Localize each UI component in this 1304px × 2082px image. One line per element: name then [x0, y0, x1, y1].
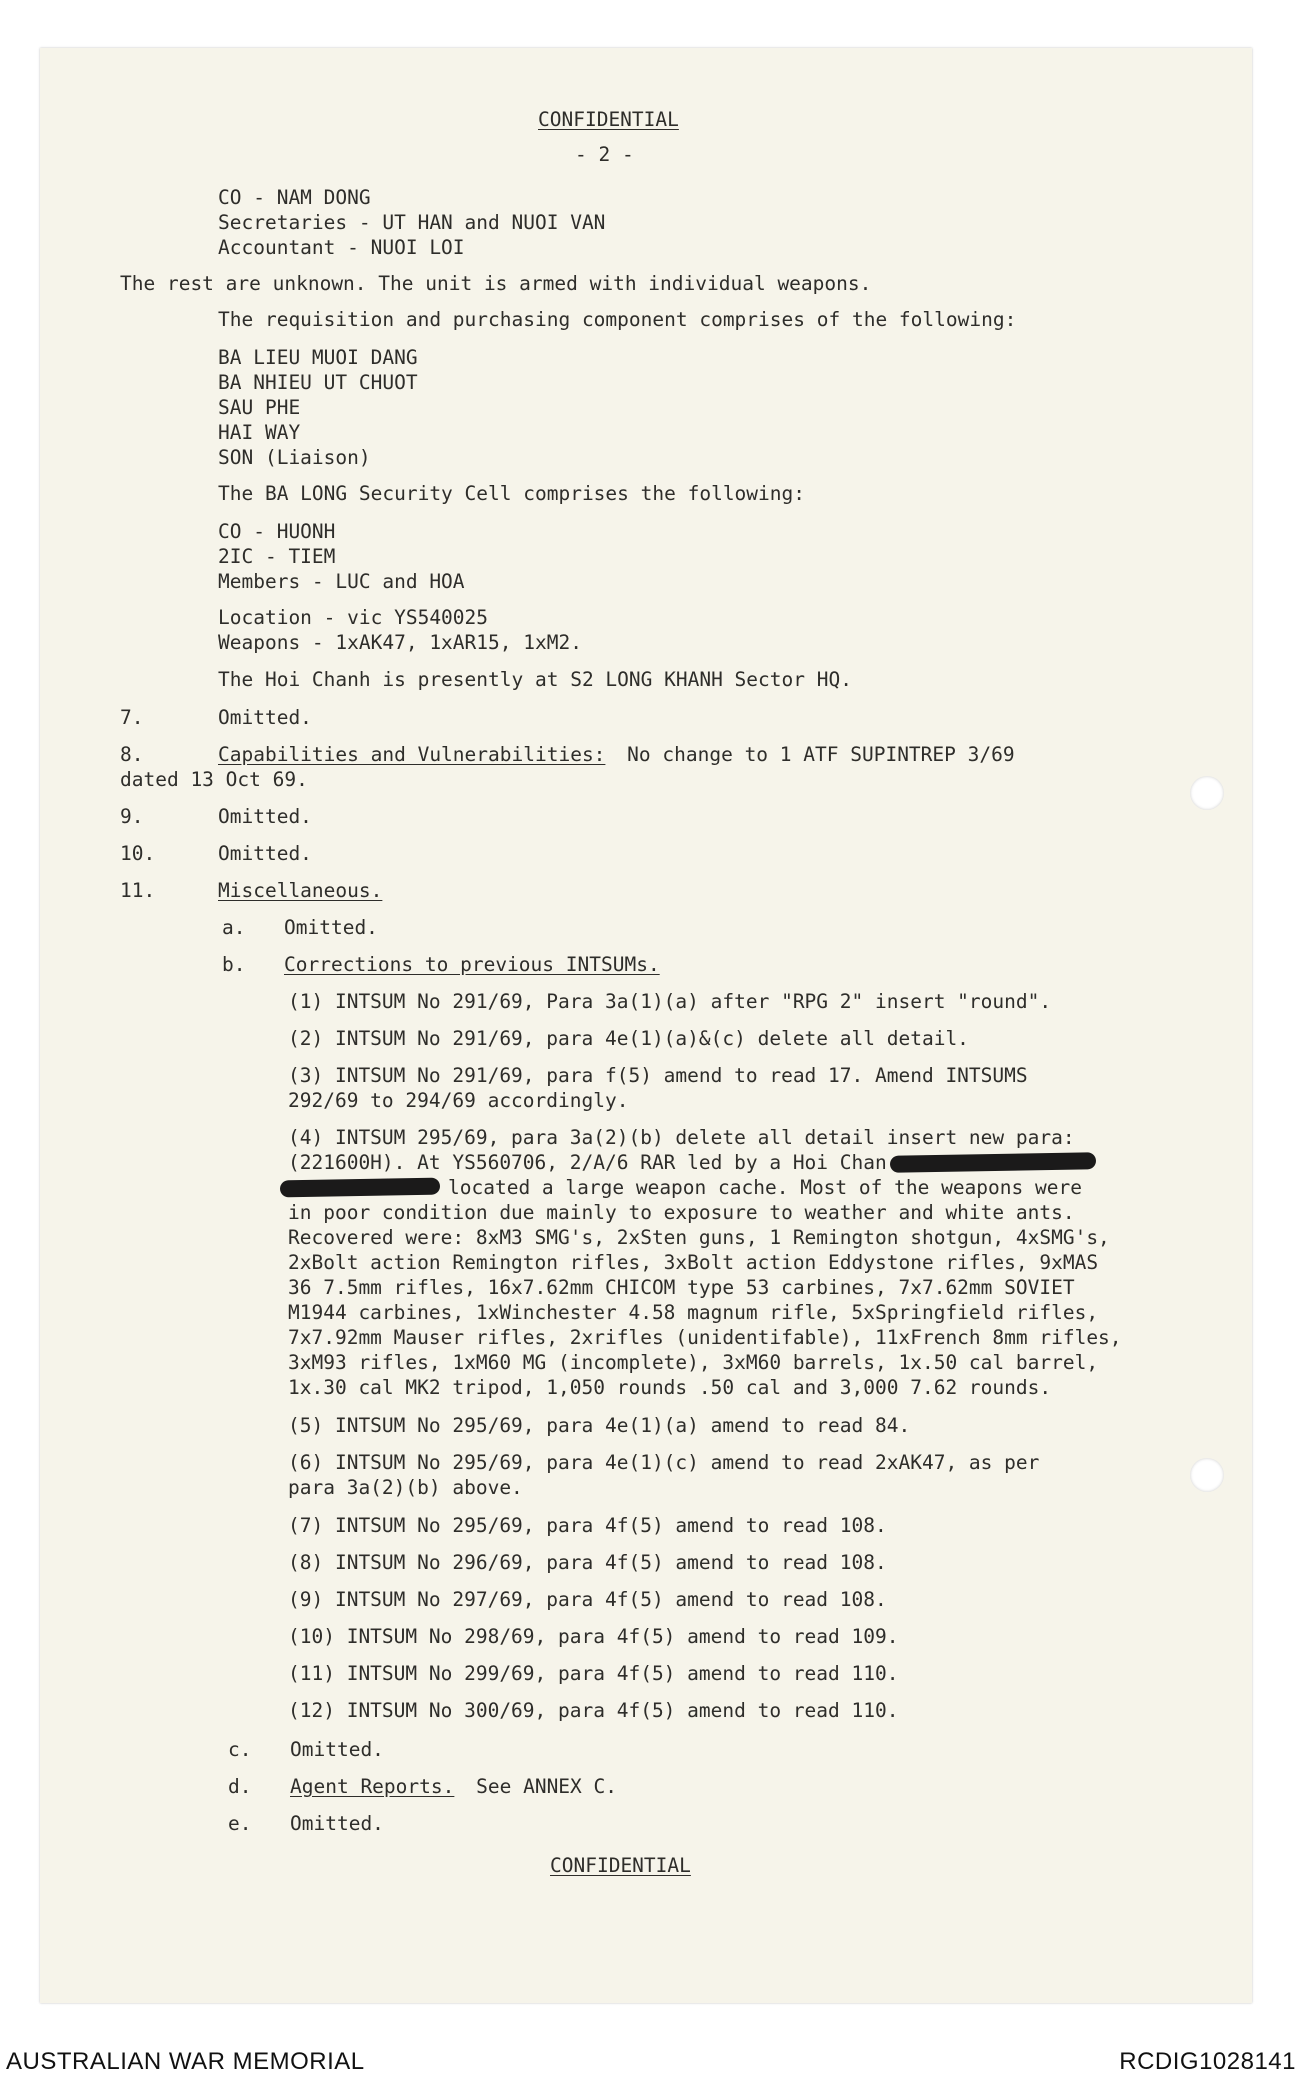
- para-10-text: Omitted.: [218, 842, 312, 865]
- punch-hole: [1190, 1458, 1224, 1492]
- correction-item: (12) INTSUM No 300/69, para 4f(5) amend to read 110.: [288, 1699, 899, 1722]
- correction-item-cont: 292/69 to 294/69 accordingly.: [288, 1089, 629, 1112]
- para-8-heading: [218, 743, 1015, 767]
- misc-d-text: See ANNEX C.: [476, 1775, 618, 1798]
- location-text: Location - vic YS540025: [218, 606, 489, 629]
- misc-b-heading: Corrections to previous INTSUMs.: [284, 953, 660, 976]
- personnel-co: CO - NAM DONG: [218, 186, 371, 209]
- para-number: 8.: [120, 743, 144, 766]
- correction-item: (3) INTSUM No 291/69, para f(5) amend to read 17. Amend INTSUMS: [288, 1064, 1028, 1087]
- document-page: [40, 48, 1252, 2003]
- correction-item-cont: (221600H). At YS560706, 2/A/6 RAR led by a Hoi Chan: [288, 1151, 887, 1174]
- hoi-chanh-text: The Hoi Chanh is presently at S2 LONG KHANH Sector HQ.: [218, 668, 852, 691]
- subpara-letter: b.: [222, 953, 246, 976]
- para-number: 9.: [120, 805, 144, 828]
- requisition-intro: The requisition and purchasing component comprises of the following:: [218, 308, 1017, 331]
- correction-item: (6) INTSUM No 295/69, para 4e(1)(c) amend to read 2xAK47, as per: [288, 1451, 1040, 1474]
- correction-item: (8) INTSUM No 296/69, para 4f(5) amend to read 108.: [288, 1551, 887, 1574]
- requisition-member: BA LIEU MUOI DANG: [218, 346, 418, 369]
- weapons-text: Weapons - 1xAK47, 1xAR15, 1xM2.: [218, 631, 582, 654]
- para-7-text: Omitted.: [218, 706, 312, 729]
- classification-footer: CONFIDENTIAL: [550, 1854, 691, 1877]
- correction-item: (1) INTSUM No 291/69, Para 3a(1)(a) after "RPG 2" insert "round".: [288, 990, 1052, 1013]
- para-number: 7.: [120, 706, 144, 729]
- para-8-text: No change to 1 ATF SUPINTREP 3/69: [627, 743, 1015, 766]
- correction-item-cont: 36 7.5mm rifles, 16x7.62mm CHICOM type 53 carbines, 7x7.62mm SOVIET: [288, 1276, 1075, 1299]
- correction-item-cont: M1944 carbines, 1xWinchester 4.58 magnum rifle, 5xSpringfield rifles,: [288, 1301, 1099, 1324]
- misc-c-text: Omitted.: [290, 1738, 384, 1761]
- correction-item: (2) INTSUM No 291/69, para 4e(1)(a)&(c) delete all detail.: [288, 1027, 969, 1050]
- requisition-member: HAI WAY: [218, 421, 301, 444]
- punch-hole: [1190, 776, 1224, 810]
- requisition-member: SAU PHE: [218, 396, 301, 419]
- personnel-secretaries: Secretaries - UT HAN and NUOI VAN: [218, 211, 606, 234]
- security-cell-members: Members - LUC and HOA: [218, 570, 465, 593]
- security-cell-2ic: 2IC - TIEM: [218, 545, 336, 568]
- correction-item: (11) INTSUM No 299/69, para 4f(5) amend to read 110.: [288, 1662, 899, 1685]
- security-cell-co: CO - HUONH: [218, 520, 336, 543]
- requisition-member: BA NHIEU UT CHUOT: [218, 371, 418, 394]
- archive-reference: RCDIG1028141: [1119, 2048, 1296, 2075]
- page-number: - 2 -: [575, 143, 634, 166]
- correction-item-cont: 1x.30 cal MK2 tripod, 1,050 rounds .50 cal and 3,000 7.62 rounds.: [288, 1376, 1052, 1399]
- misc-e-text: Omitted.: [290, 1812, 384, 1835]
- redaction-mark: [890, 1152, 1096, 1173]
- security-cell-intro: The BA LONG Security Cell comprises the following:: [218, 482, 805, 505]
- subpara-letter: e.: [228, 1812, 252, 1835]
- subpara-letter: d.: [228, 1775, 252, 1798]
- correction-item: (7) INTSUM No 295/69, para 4f(5) amend to read 108.: [288, 1514, 887, 1537]
- classification-header: CONFIDENTIAL: [538, 108, 679, 131]
- correction-item: (9) INTSUM No 297/69, para 4f(5) amend to read 108.: [288, 1588, 887, 1611]
- rest-unknown-text: The rest are unknown. The unit is armed with individual weapons.: [120, 272, 872, 295]
- personnel-accountant: Accountant - NUOI LOI: [218, 236, 465, 259]
- correction-item-cont: located a large weapon cache. Most of the weapons were: [448, 1176, 1082, 1199]
- misc-d-line: [290, 1775, 617, 1799]
- correction-item-cont: para 3a(2)(b) above.: [288, 1476, 523, 1499]
- archive-institution: AUSTRALIAN WAR MEMORIAL: [6, 2048, 365, 2075]
- subpara-letter: c.: [228, 1738, 252, 1761]
- correction-item: (4) INTSUM 295/69, para 3a(2)(b) delete all detail insert new para:: [288, 1126, 1075, 1149]
- para-8-heading-label: Capabilities and Vulnerabilities:: [218, 743, 606, 766]
- para-8-continuation: dated 13 Oct 69.: [120, 768, 308, 791]
- correction-item-cont: 2xBolt action Remington rifles, 3xBolt action Eddystone rifles, 9xMAS: [288, 1251, 1099, 1274]
- correction-item-cont: in poor condition due mainly to exposure to weather and white ants.: [288, 1201, 1075, 1224]
- subpara-letter: a.: [222, 916, 246, 939]
- correction-item: (5) INTSUM No 295/69, para 4e(1)(a) amend to read 84.: [288, 1414, 911, 1437]
- requisition-member: SON (Liaison): [218, 446, 371, 469]
- redaction-mark: [280, 1178, 440, 1198]
- correction-item-cont: Recovered were: 8xM3 SMG's, 2xSten guns, 1 Remington shotgun, 4xSMG's,: [288, 1226, 1110, 1249]
- misc-a-text: Omitted.: [284, 916, 378, 939]
- misc-d-heading: Agent Reports.: [290, 1775, 455, 1798]
- correction-item-cont: 7x7.92mm Mauser rifles, 2xrifles (unidentifable), 11xFrench 8mm rifles,: [288, 1326, 1122, 1349]
- correction-item: (10) INTSUM No 298/69, para 4f(5) amend to read 109.: [288, 1625, 899, 1648]
- para-number: 11.: [120, 879, 156, 902]
- para-9-text: Omitted.: [218, 805, 312, 828]
- correction-item-cont: 3xM93 rifles, 1xM60 MG (incomplete), 3xM60 barrels, 1x.50 cal barrel,: [288, 1351, 1099, 1374]
- para-number: 10.: [120, 842, 156, 865]
- para-11-heading: Miscellaneous.: [218, 879, 383, 902]
